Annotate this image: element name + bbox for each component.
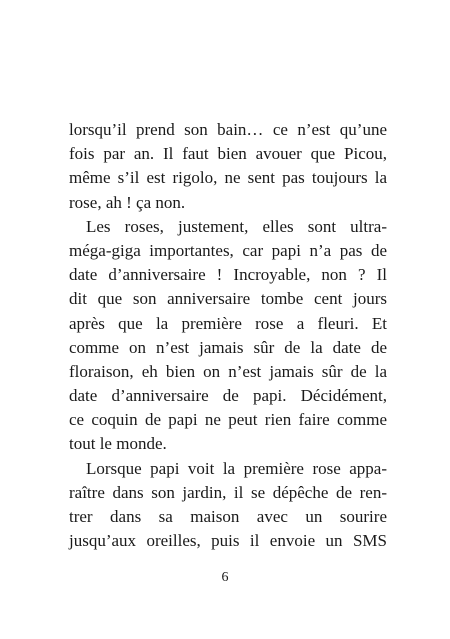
body-text [69,118,387,553]
text-line-16: raître dans son jardin, il se dépêche de ren- [69,482,387,502]
text-line-6: méga-giga importantes, car papi n’a pas de [69,240,387,260]
text-line-18: jusqu’aux oreilles, puis il envoie un SMS [69,531,387,551]
text-line-12: date d’anniversaire de papi. Décidément, [69,386,387,406]
text-line-8: dit que son anniversaire tombe cent jours [69,289,387,309]
text-line-5: Les roses, justement, elles sont ultra- [86,216,387,236]
text-line-1: lorsqu’il prend son bain… ce n’est qu’une [69,120,387,139]
text-line-3: même s’il est rigolo, ne sent pas toujours la [69,168,387,188]
text-line-17: trer dans sa maison avec un sourire [69,507,387,526]
text-line-2: fois par an. Il faut bien avouer que Picou, [69,144,387,164]
text-line-14: tout le monde. [69,434,167,454]
text-line-10: comme on n’est jamais sûr de la date de [69,337,387,357]
text-line-9: après que la première rose a fleuri. Et [69,313,387,333]
text-line-15: Lorsque papi voit la première rose appa- [86,458,387,478]
text-line-4: rose, ah ! ça non. [69,192,186,212]
page-number: 6 [221,570,229,585]
text-line-7: date d’anniversaire ! Incroyable, non ? Il [69,265,387,285]
text-line-11: floraison, eh bien on n’est jamais sûr de la [69,361,387,381]
text-line-13: ce coquin de papi ne peut rien faire comme [69,410,387,430]
